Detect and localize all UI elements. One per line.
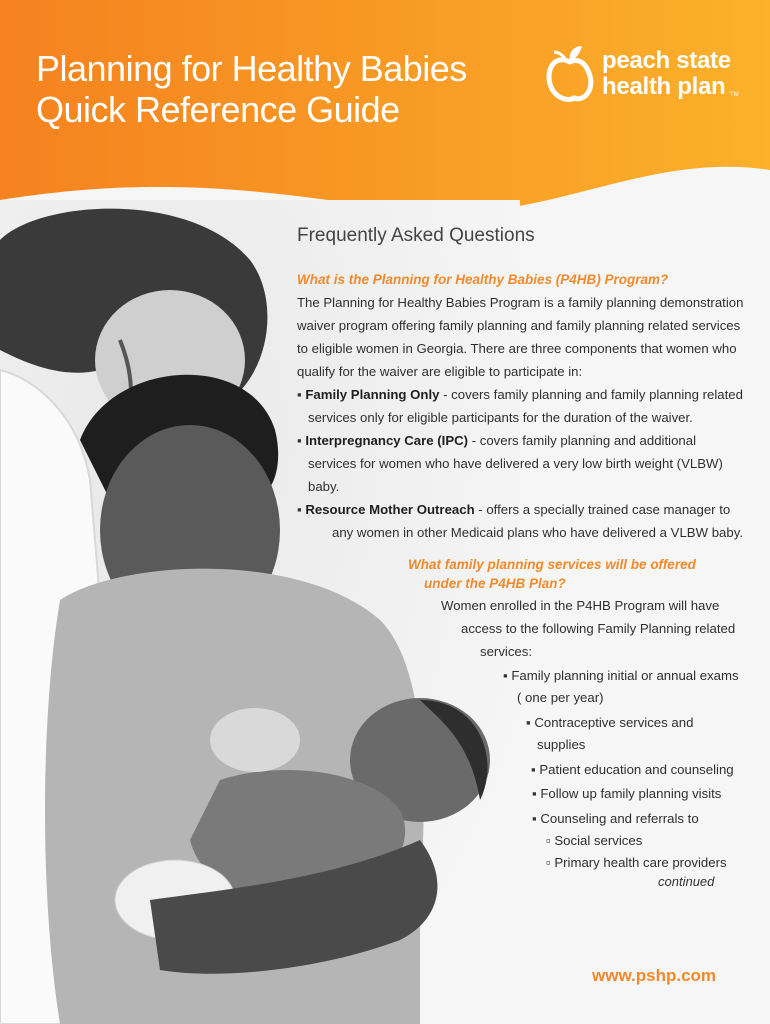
logo-line-2: health plan [602,73,726,100]
website-link[interactable]: www.pshp.com [592,966,717,985]
question-2-line-1: What family planning services will be offered [408,557,696,572]
component-resource-mother [297,498,730,521]
component-desc: - covers family planning and additional [468,433,697,448]
component-desc-cont: services only for eligible participants for the duration of the waiver. [308,410,693,425]
faq-heading: Frequently Asked Questions [297,225,535,246]
service-item: ▪ Follow up family planning visits [532,782,721,805]
service-item-cont: supplies [537,737,586,752]
title-line-1: Planning for Healthy Babies [36,48,467,89]
answer-1-line-1: The Planning for Healthy Babies Program is a family planning demonstration [297,295,744,310]
continued-label: continued [658,874,715,889]
component-family-planning [297,383,743,406]
component-ipc [297,429,696,452]
service-item: ▪ Family planning initial or annual exams [503,664,739,687]
component-desc-cont: any women in other Medicaid plans who have delivered a VLBW baby. [332,525,743,540]
answer-1-line-4: qualify for the waiver are eligible to participate in: [297,364,583,379]
question-1: What is the Planning for Healthy Babies (P4HB) Program? [297,272,669,287]
trademark: TM [730,92,739,98]
service-item: ▪ Contraceptive services and [526,711,693,734]
component-name: Resource Mother Outreach [305,502,475,517]
referral-item: ▫ Social services [546,829,642,852]
question-2-line-2: under the P4HB Plan? [424,576,566,591]
answer-2-line-1: Women enrolled in the P4HB Program will have [441,598,720,613]
answer-1-line-2: waiver program offering family planning and family planning related services [297,318,741,333]
service-item: ▪ Patient education and counseling [531,758,734,781]
component-desc-cont: baby. [308,479,340,494]
answer-2-line-2: access to the following Family Planning related [461,621,736,636]
title-line-2: Quick Reference Guide [36,89,400,130]
logo-line-1: peach state [602,47,731,74]
component-name: Family Planning Only [305,387,440,402]
component-desc-cont: services for women who have delivered a very low birth weight (VLBW) [308,456,723,471]
service-item: ▪ Counseling and referrals to [532,807,699,830]
referral-item: ▫ Primary health care providers [546,851,727,874]
answer-2-line-3: services: [480,644,533,659]
component-desc: - offers a specially trained case manager to [474,502,731,517]
answer-1-line-3: to eligible women in Georgia. There are three components that women who [297,341,737,356]
component-desc: - covers family planning and family planning related [439,387,743,402]
service-item-cont: ( one per year) [517,690,604,705]
component-name: Interpregnancy Care (IPC) [305,433,469,448]
